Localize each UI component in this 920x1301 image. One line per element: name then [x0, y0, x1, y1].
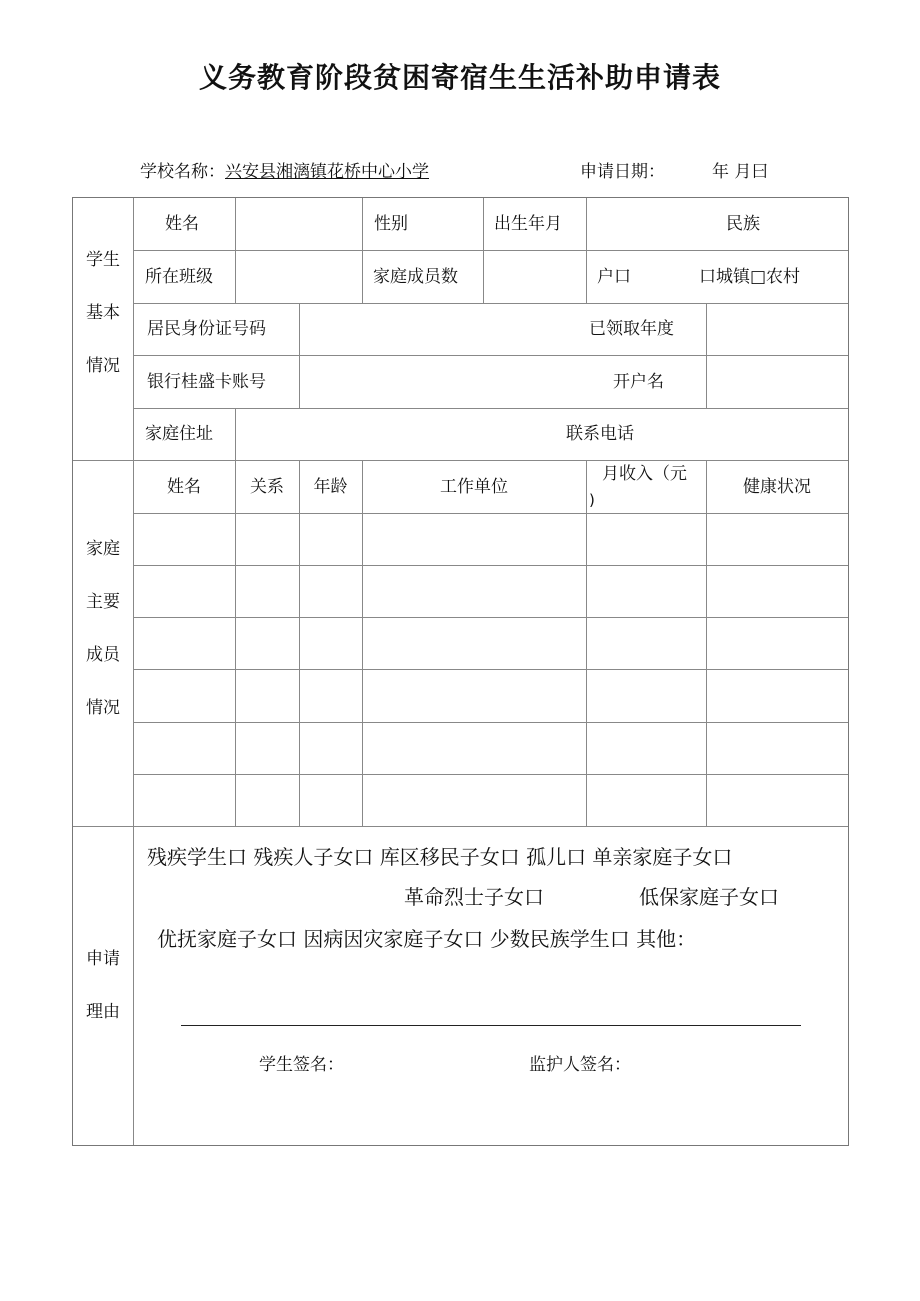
guardian-signature-label: 监护人签名： — [529, 1055, 631, 1075]
school-field — [140, 157, 429, 182]
hukou-options: 口城镇□农村 — [699, 267, 801, 287]
date-label: 申请日期： — [580, 162, 665, 182]
label-received-year: 已领取年度 — [589, 319, 674, 339]
reason-dibao: 低保家庭子女口 — [639, 885, 779, 909]
student-signature-label: 学生签名： — [259, 1055, 344, 1075]
school-name: 兴安县湘漓镇花桥中心小学 — [225, 162, 429, 182]
col-health: 健康状况 — [743, 477, 811, 497]
label-gender: 性别 — [374, 214, 408, 234]
label-account-holder: 开户名 — [613, 372, 664, 392]
label-name: 姓名 — [165, 214, 199, 234]
family-section-label: 家庭 主要 成员 情况 — [86, 539, 120, 718]
label-birth: 出生年月 — [494, 214, 562, 234]
col-age: 年龄 — [313, 477, 348, 497]
col-income-tail: ) — [589, 491, 595, 509]
label-ethnicity: 民族 — [726, 214, 760, 234]
col-name: 姓名 — [167, 477, 201, 497]
label-address: 家庭住址 — [145, 424, 213, 444]
label-phone: 联系电话 — [566, 424, 634, 444]
reason-martyr: 革命烈士子女口 — [404, 885, 544, 909]
page-title: 义务教育阶段贫困寄宿生生活补助申请表 — [198, 61, 721, 94]
other-reason-line — [181, 1025, 801, 1026]
reason-line-1: 残疾学生口 残疾人子女口 库区移民子女口 孤儿口 单亲家庭子女口 — [147, 845, 733, 869]
reason-line-3: 优抚家庭子女口 因病因灾家庭子女口 少数民族学生口 其他： — [157, 927, 697, 951]
label-hukou: 户口 — [597, 267, 631, 287]
school-label: 学校名称： — [140, 162, 225, 182]
label-family-count: 家庭成员数 — [373, 267, 458, 287]
label-bank-account: 银行桂盛卡账号 — [147, 372, 266, 392]
label-class: 所在班级 — [145, 267, 213, 287]
col-workplace: 工作单位 — [440, 477, 508, 497]
label-id-number: 居民身份证号码 — [147, 319, 266, 339]
col-relation: 关系 — [250, 477, 284, 497]
application-form — [72, 197, 849, 1146]
date-value: 年 月曰 — [712, 162, 769, 182]
reason-section-label: 申请 理由 — [86, 949, 120, 1022]
student-section-label: 学生 基本 情况 — [86, 250, 120, 376]
col-income: 月收入（元 — [602, 464, 687, 484]
